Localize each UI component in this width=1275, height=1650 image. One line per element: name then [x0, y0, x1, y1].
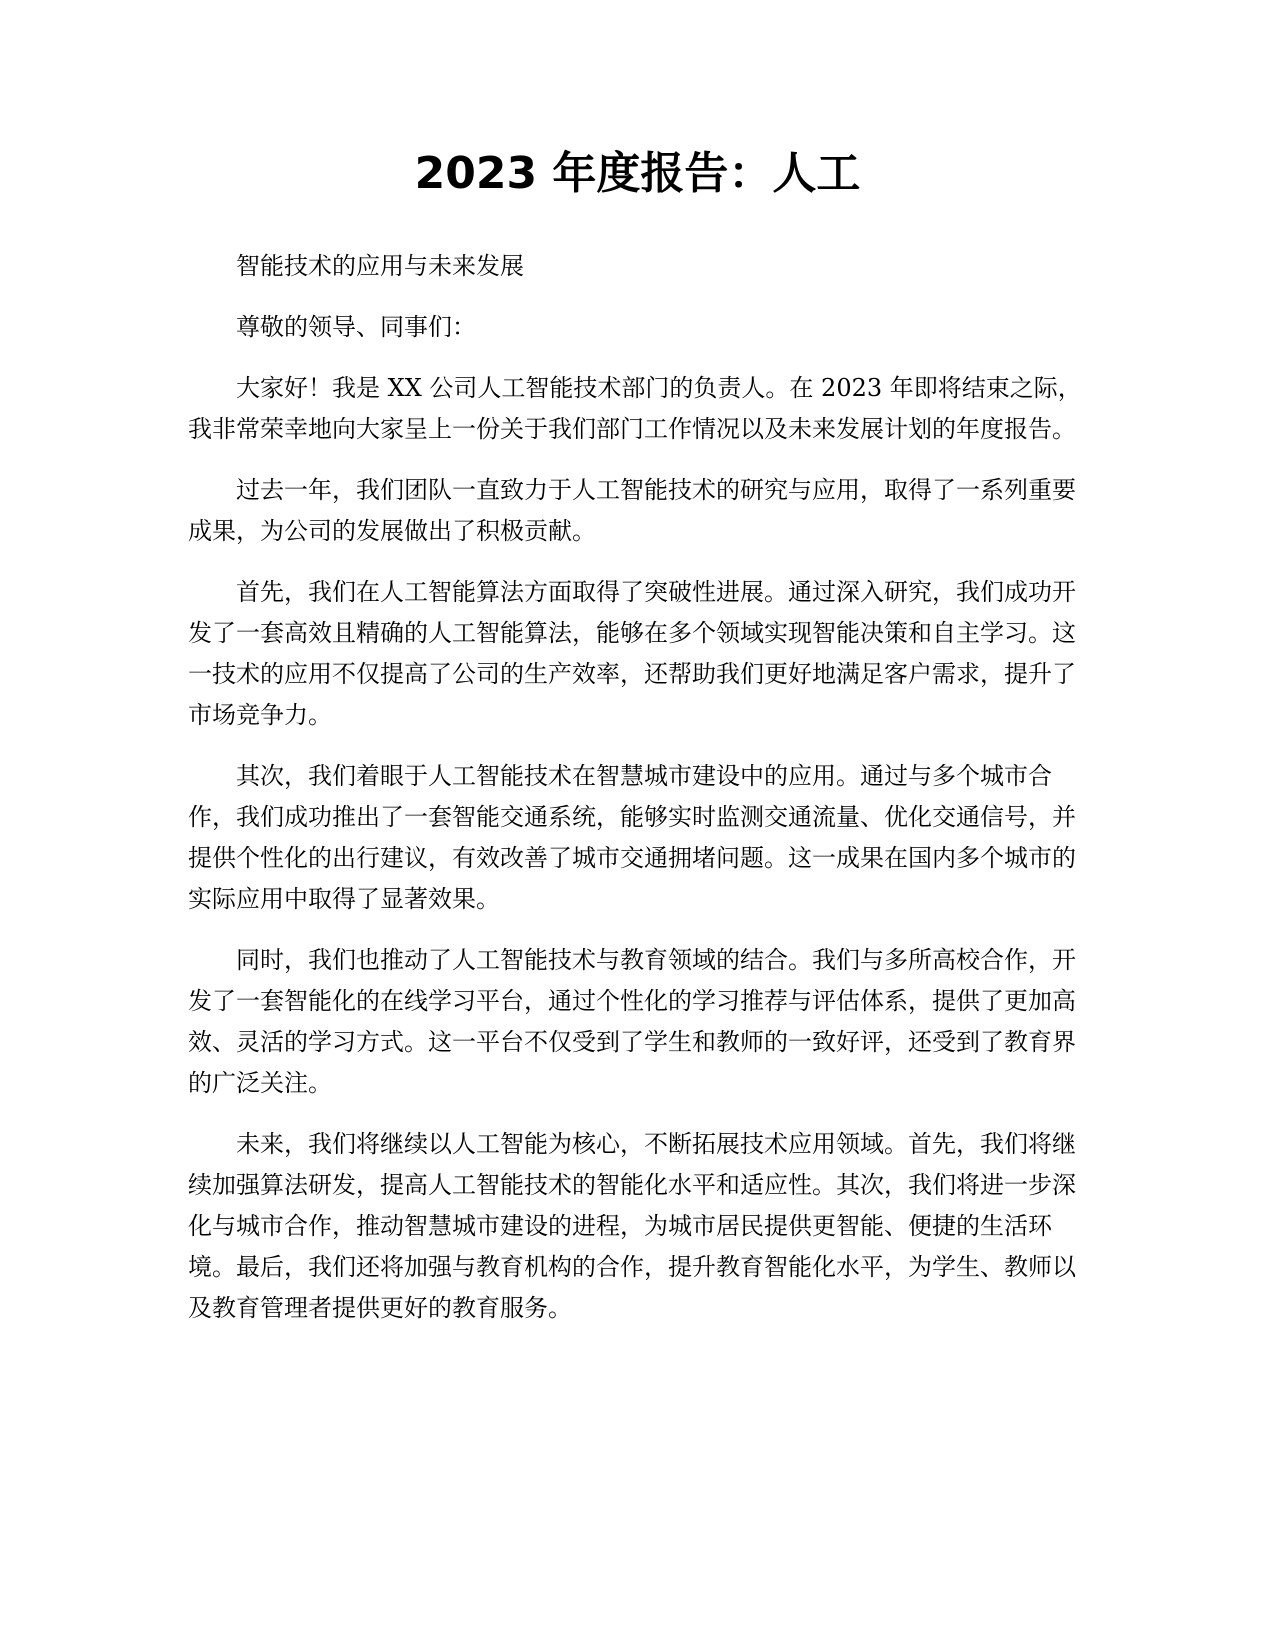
- paragraph-past-year: 过去一年，我们团队一直致力于人工智能技术的研究与应用，取得了一系列重要成果，为公司的发展做出了积极贡献。: [188, 476, 1076, 545]
- paragraph-education: 同时，我们也推动了人工智能技术与教育领域的结合。我们与多所高校合作，开发了一套智能化的在线学习平台，通过个性化的学习推荐与评估体系，提供了更加高效、灵活的学习方式。这一平台不仅受到了学生和教师的一致好评，还受到了教育界的广泛关注。: [188, 946, 1076, 1097]
- paragraph-salutation: 尊敬的领导、同事们：: [236, 313, 476, 341]
- paragraph-algorithms: 首先，我们在人工智能算法方面取得了突破性进展。通过深入研究，我们成功开发了一套高效且精确的人工智能算法，能够在多个领域实现智能决策和自主学习。这一技术的应用不仅提高了公司的生产效率，还帮助我们更好地满足客户需求，提升了市场竞争力。: [188, 578, 1076, 729]
- document-body: [188, 246, 1088, 1349]
- document-title: 2023 年度报告：人工: [414, 148, 861, 199]
- paragraph-smart-city: 其次，我们着眼于人工智能技术在智慧城市建设中的应用。通过与多个城市合作，我们成功推出了一套智能交通系统，能够实时监测交通流量、优化交通信号，并提供个性化的出行建议，有效改善了城市交通拥堵问题。这一成果在国内多个城市的实际应用中取得了显著效果。: [188, 762, 1076, 913]
- paragraph-greeting: 大家好！我是 XX 公司人工智能技术部门的负责人。在 2023 年即将结束之际，我非常荣幸地向大家呈上一份关于我们部门工作情况以及未来发展计划的年度报告。: [188, 374, 1082, 443]
- paragraph-subtitle: 智能技术的应用与未来发展: [236, 252, 524, 280]
- paragraph-future: 未来，我们将继续以人工智能为核心，不断拓展技术应用领域。首先，我们将继续加强算法研发，提高人工智能技术的智能化水平和适应性。其次，我们将进一步深化与城市合作，推动智慧城市建设的进程，为城市居民提供更智能、便捷的生活环境。最后，我们还将加强与教育机构的合作，提升教育智能化水平，为学生、教师以及教育管理者提供更好的教育服务。: [188, 1130, 1076, 1322]
